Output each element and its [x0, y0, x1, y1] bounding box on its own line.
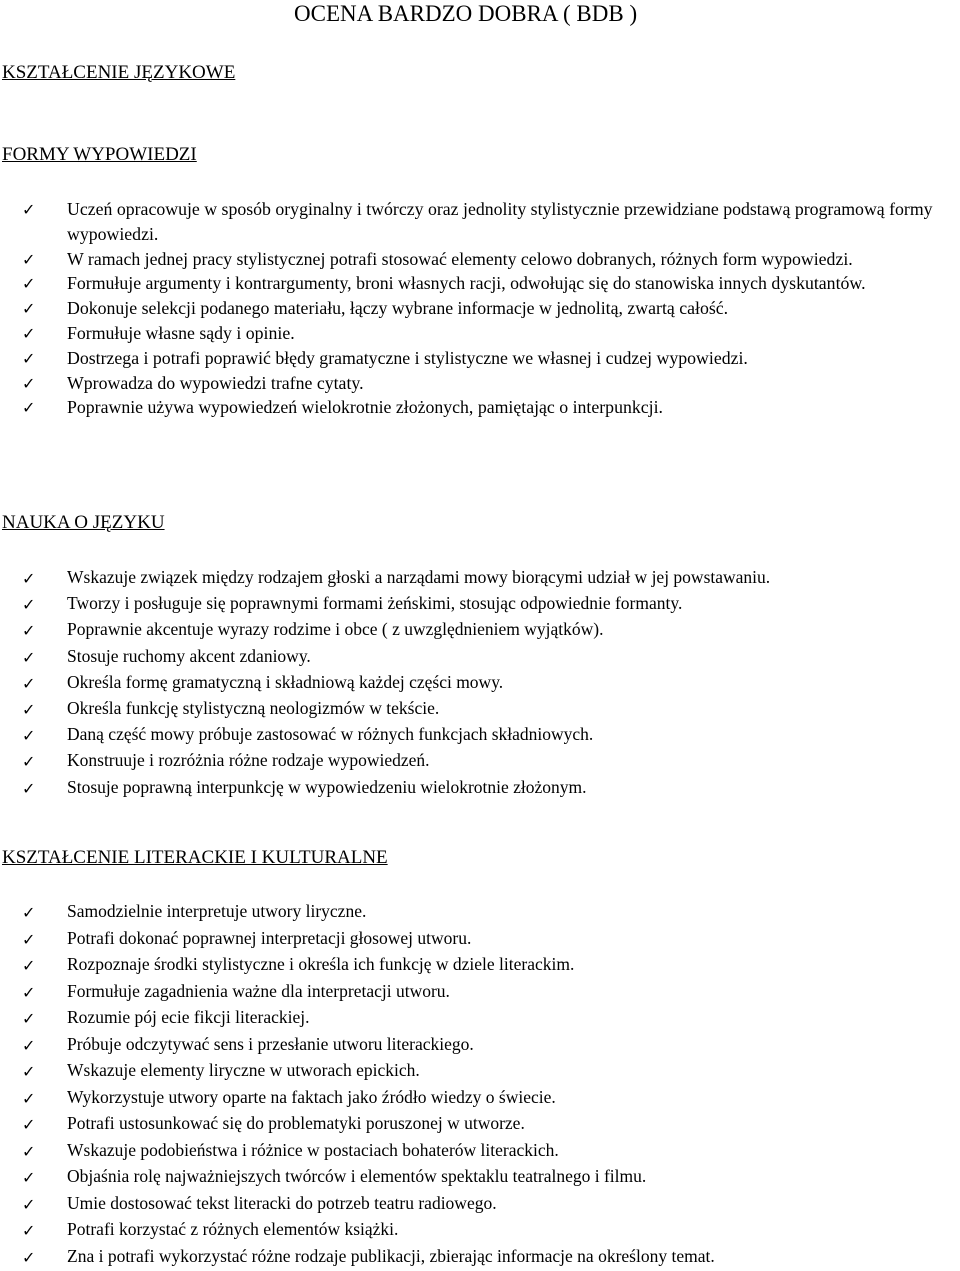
- checkmark-icon: ✓: [22, 618, 35, 644]
- checkmark-icon: ✓: [22, 297, 35, 322]
- list-item-text: Daną część mowy próbuje zastosować w różnych funkcjach składniowych.: [67, 724, 593, 744]
- checkmark-icon: ✓: [22, 1192, 35, 1219]
- checkmark-icon: ✓: [22, 900, 35, 927]
- list-item: [0, 1084, 958, 1111]
- checkmark-icon: ✓: [22, 1218, 35, 1245]
- list-item: [0, 1031, 958, 1058]
- list-item: [0, 296, 958, 321]
- list-item: [0, 1004, 958, 1031]
- list-item: [0, 1243, 958, 1270]
- checkmark-icon: ✓: [22, 1086, 35, 1113]
- list-item: [0, 951, 958, 978]
- section-heading-ksztalcenie-jezykowe: KSZTAŁCENIE JĘZYKOWE: [2, 61, 235, 85]
- list-item-text: Zna i potrafi wykorzystać różne rodzaje publikacji, zbierając informacje na określony temat.: [67, 1246, 715, 1266]
- list-item-text: Rozpoznaje środki stylistyczne i określa ich funkcję w dziele literackim.: [67, 954, 574, 974]
- checkmark-icon: ✓: [22, 1112, 35, 1139]
- list-item-text: Samodzielnie interpretuje utwory liryczne.: [67, 901, 366, 921]
- list-item: [0, 1057, 958, 1084]
- page-title: OCENA BARDZO DOBRA ( BDB ): [294, 0, 637, 28]
- section-heading-formy-wypowiedzi: FORMY WYPOWIEDZI: [2, 143, 197, 167]
- checkmark-icon: ✓: [22, 1165, 35, 1192]
- list-item: [0, 774, 958, 800]
- list-item-text: Dokonuje selekcji podanego materiału, łączy wybrane informacje w jednolitą, zwartą całość.: [67, 298, 728, 318]
- list-item-text: Formułuje zagadnienia ważne dla interpretacji utworu.: [67, 981, 450, 1001]
- list-item-text: Uczeń opracowuje w sposób oryginalny i twórczy oraz jednolity stylistycznie przewidziane podstawą programową formy wypowiedzi.: [67, 199, 933, 244]
- section-heading-ksztalcenie-literackie: KSZTAŁCENIE LITERACKIE I KULTURALNE: [2, 846, 388, 870]
- list-item-text: Objaśnia rolę najważniejszych twórców i elementów spektaklu teatralnego i filmu.: [67, 1166, 646, 1186]
- checkmark-icon: ✓: [22, 645, 35, 671]
- list-item: [0, 590, 958, 616]
- checkmark-icon: ✓: [22, 1059, 35, 1086]
- list-item: [0, 371, 958, 396]
- checklist-nauka-o-jezyku: [0, 564, 958, 800]
- list-item-text: W ramach jednej pracy stylistycznej potrafi stosować elementy celowo dobranych, różnych form wypowiedzi.: [67, 249, 853, 269]
- checkmark-icon: ✓: [22, 1006, 35, 1033]
- list-item: [0, 321, 958, 346]
- list-item-text: Formułuje własne sądy i opinie.: [67, 323, 295, 343]
- list-item: [0, 747, 958, 773]
- list-item-text: Poprawnie używa wypowiedzeń wielokrotnie złożonych, pamiętając o interpunkcji.: [67, 397, 663, 417]
- list-item: [0, 616, 958, 642]
- list-item-text: Określa funkcję stylistyczną neologizmów w tekście.: [67, 698, 439, 718]
- checkmark-icon: ✓: [22, 723, 35, 749]
- list-item: [0, 721, 958, 747]
- list-item: [0, 925, 958, 952]
- list-item: [0, 978, 958, 1005]
- checkmark-icon: ✓: [22, 1139, 35, 1166]
- section-heading-nauka-o-jezyku: NAUKA O JĘZYKU: [2, 511, 165, 535]
- list-item-text: Wskazuje związek między rodzajem głoski a narządami mowy biorącymi udział w jej powstawaniu.: [67, 567, 770, 587]
- checkmark-icon: ✓: [22, 671, 35, 697]
- list-item-text: Umie dostosować tekst literacki do potrzeb teatru radiowego.: [67, 1193, 497, 1213]
- checkmark-icon: ✓: [22, 322, 35, 347]
- checkmark-icon: ✓: [22, 396, 35, 421]
- list-item: [0, 395, 958, 420]
- checkmark-icon: ✓: [22, 776, 35, 802]
- list-item: [0, 346, 958, 371]
- checkmark-icon: ✓: [22, 248, 35, 273]
- checkmark-icon: ✓: [22, 592, 35, 618]
- list-item: [0, 564, 958, 590]
- checkmark-icon: ✓: [22, 347, 35, 372]
- checkmark-icon: ✓: [22, 953, 35, 980]
- list-item-text: Potrafi dokonać poprawnej interpretacji głosowej utworu.: [67, 928, 471, 948]
- checkmark-icon: ✓: [22, 980, 35, 1007]
- list-item-text: Wykorzystuje utwory oparte na faktach jako źródło wiedzy o świecie.: [67, 1087, 556, 1107]
- checkmark-icon: ✓: [22, 566, 35, 592]
- checkmark-icon: ✓: [22, 1245, 35, 1271]
- list-item-text: Tworzy i posługuje się poprawnymi formami żeńskimi, stosując odpowiednie formanty.: [67, 593, 682, 613]
- checkmark-icon: ✓: [22, 749, 35, 775]
- list-item-text: Wskazuje elementy liryczne w utworach epickich.: [67, 1060, 420, 1080]
- list-item: [0, 1110, 958, 1137]
- list-item: [0, 1190, 958, 1217]
- list-item-text: Potrafi ustosunkować się do problematyki poruszonej w utworze.: [67, 1113, 525, 1133]
- list-item-text: Potrafi korzystać z różnych elementów książki.: [67, 1219, 398, 1239]
- list-item-text: Wskazuje podobieństwa i różnice w postaciach bohaterów literackich.: [67, 1140, 559, 1160]
- list-item: [0, 271, 958, 296]
- list-item: [0, 1163, 958, 1190]
- list-item: [0, 669, 958, 695]
- list-item-text: Określa formę gramatyczną i składniową każdej części mowy.: [67, 672, 503, 692]
- list-item: [0, 898, 958, 925]
- checkmark-icon: ✓: [22, 1033, 35, 1060]
- list-item-text: Formułuje argumenty i kontrargumenty, broni własnych racji, odwołując się do stanowiska innych dyskutantów.: [67, 273, 866, 293]
- list-item-text: Wprowadza do wypowiedzi trafne cytaty.: [67, 373, 364, 393]
- list-item: [0, 247, 958, 272]
- checkmark-icon: ✓: [22, 372, 35, 397]
- list-item-text: Stosuje poprawną interpunkcję w wypowiedzeniu wielokrotnie złożonym.: [67, 777, 587, 797]
- list-item-text: Konstruuje i rozróżnia różne rodzaje wypowiedzeń.: [67, 750, 430, 770]
- checkmark-icon: ✓: [22, 198, 35, 223]
- checkmark-icon: ✓: [22, 272, 35, 297]
- checklist-formy-wypowiedzi: [0, 197, 958, 420]
- list-item: [0, 197, 958, 247]
- list-item: [0, 695, 958, 721]
- list-item-text: Poprawnie akcentuje wyrazy rodzime i obce ( z uwzględnieniem wyjątków).: [67, 619, 603, 639]
- list-item-text: Próbuje odczytywać sens i przesłanie utworu literackiego.: [67, 1034, 474, 1054]
- list-item: [0, 1216, 958, 1243]
- list-item-text: Rozumie pój ecie fikcji literackiej.: [67, 1007, 309, 1027]
- list-item: [0, 1137, 958, 1164]
- list-item: [0, 643, 958, 669]
- list-item-text: Dostrzega i potrafi poprawić błędy gramatyczne i stylistyczne we własnej i cudzej wypowiedzi.: [67, 348, 748, 368]
- list-item-text: Stosuje ruchomy akcent zdaniowy.: [67, 646, 311, 666]
- checklist-ksztalcenie-literackie: [0, 898, 958, 1269]
- checkmark-icon: ✓: [22, 697, 35, 723]
- checkmark-icon: ✓: [22, 927, 35, 954]
